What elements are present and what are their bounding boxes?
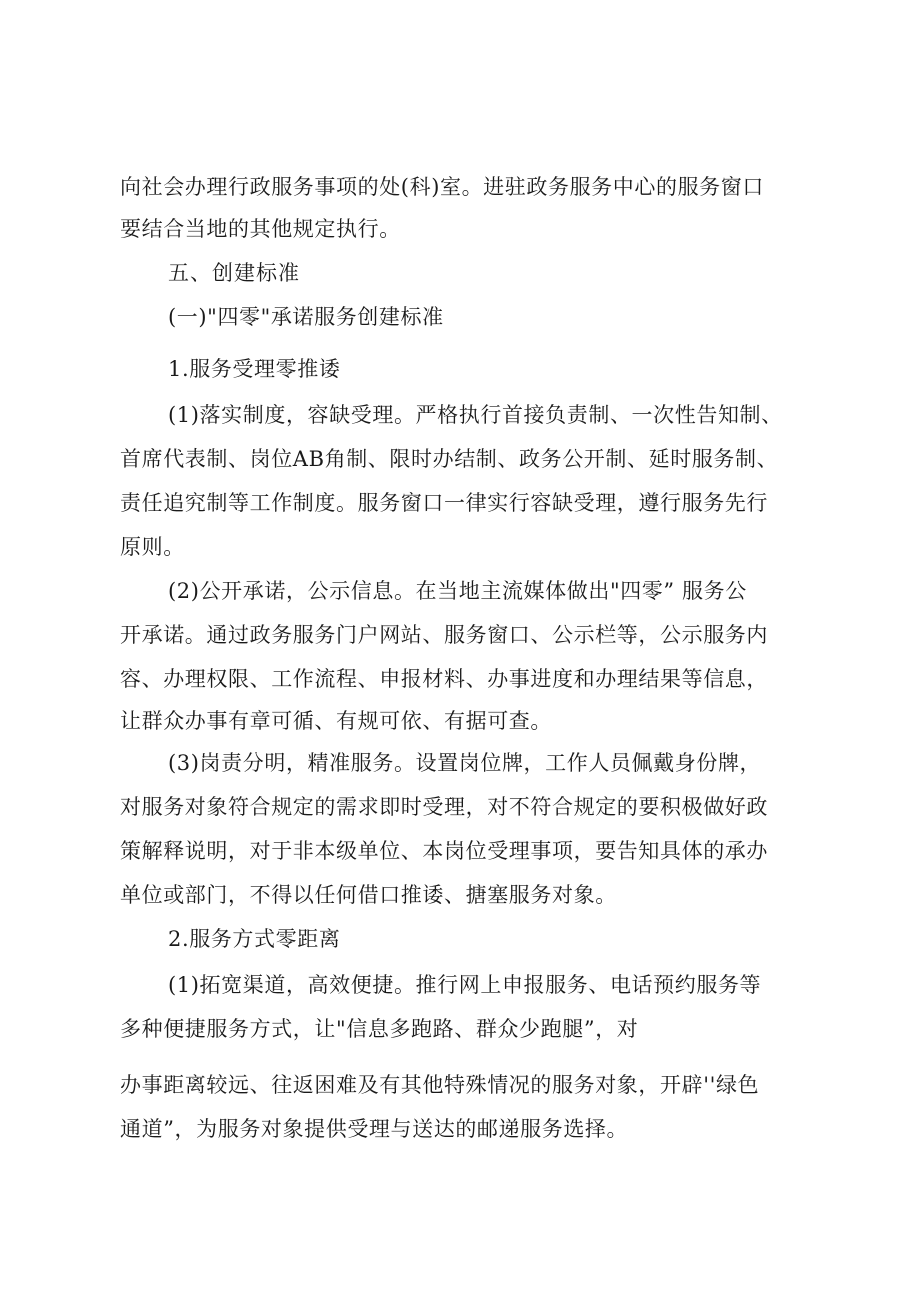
item-heading: 2.服务方式零距离: [168, 927, 341, 951]
paragraph-line: 容、办理权限、工作流程、申报材料、办事进度和办理结果等信息，: [120, 667, 768, 691]
paragraph-line: 通道”，为服务对象提供受理与送达的邮递服务选择。: [120, 1117, 629, 1141]
paragraph-line: 向社会办理行政服务事项的处(科)室。进驻政务服务中心的服务窗口: [120, 175, 764, 199]
paragraph-line: 策解释说明，对于非本级单位、本岗位受理事项，要告知具体的承办: [120, 839, 768, 863]
section-heading: 五、创建标准: [168, 261, 300, 285]
paragraph-line: 要结合当地的其他规定执行。: [120, 217, 401, 241]
paragraph-line: 单位或部门，不得以任何借口推诿、搪塞服务对象。: [120, 883, 617, 907]
paragraph-line: 原则。: [120, 535, 185, 559]
paragraph-line: 多种便捷服务方式，让"信息多跑路、群众少跑腿”，对: [120, 1017, 639, 1041]
paragraph-line: 责任追究制等工作制度。服务窗口一律实行容缺受理，遵行服务先行: [120, 491, 768, 515]
paragraph-line: (3)岗责分明，精准服务。设置岗位牌，工作人员佩戴身份牌，: [168, 751, 762, 775]
paragraph-line: (1)拓宽渠道，高效便捷。推行网上申报服务、电话预约服务等: [168, 973, 762, 997]
paragraph-line: 对服务对象符合规定的需求即时受理，对不符合规定的要积极做好政: [120, 795, 768, 819]
paragraph-line: 首席代表制、岗位AB角制、限时办结制、政务公开制、延时服务制、: [120, 447, 779, 471]
paragraph-line: 办事距离较远、往返困难及有其他特殊情况的服务对象，开辟''绿色: [120, 1073, 760, 1097]
paragraph-line: (1)落实制度，容缺受理。严格执行首接负责制、一次性告知制、: [168, 403, 783, 427]
paragraph-line: 开承诺。通过政务服务门户网站、服务窗口、公示栏等，公示服务内: [120, 623, 768, 647]
item-heading: 1.服务受理零推诿: [168, 357, 341, 381]
paragraph-line: (2)公开承诺，公示信息。在当地主流媒体做出"四零” 服务公: [168, 579, 747, 603]
paragraph-line: 让群众办事有章可循、有规可依、有据可查。: [120, 709, 552, 733]
subsection-heading: (一)"四零"承诺服务创建标准: [168, 305, 444, 329]
